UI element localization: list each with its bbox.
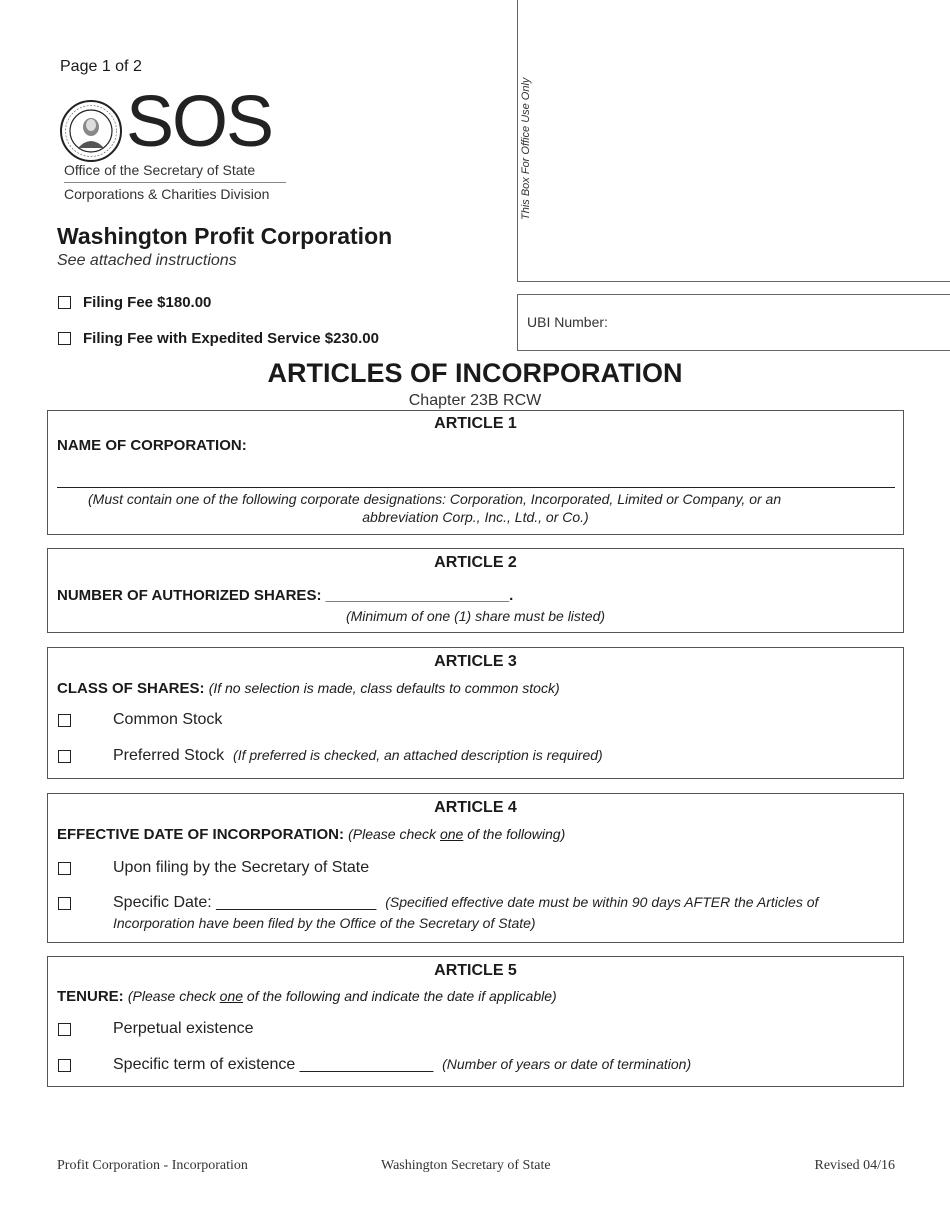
filing-fee-checkbox[interactable] [58,296,71,309]
footer-left: Profit Corporation - Incorporation [57,1158,248,1173]
article-2-box [47,548,904,633]
specific-term-note: (Number of years or date of termination) [442,1056,692,1072]
designation-note-line-1: (Must contain one of the following corporate designations: Corporation, Incorporated, Limited or Company, or an [88,491,782,507]
article-1-heading: ARTICLE 1 [434,415,517,432]
common-stock-checkbox[interactable] [58,714,71,727]
article-4-box [47,793,904,943]
specific-term-checkbox[interactable] [58,1059,71,1072]
common-stock-option [58,711,223,728]
page-title: ARTICLES OF INCORPORATION [267,358,683,388]
filing-fee-label: Filing Fee $180.00 [83,294,212,311]
specific-term-text [113,1056,691,1074]
expedited-fee-checkbox[interactable] [58,332,71,345]
tenure-label [57,988,557,1005]
shares-minimum-note: (Minimum of one (1) share must be listed) [345,608,606,624]
effective-date-label [57,826,565,843]
chapter-reference: Chapter 23B RCW [408,392,542,409]
perpetual-existence-label: Perpetual existence [113,1020,254,1037]
tenure-note: (Please check one of the following and indicate the date if applicable) [127,988,557,1004]
preferred-stock-text [113,747,603,765]
specific-term-field[interactable]: Specific term of existence _______________ [113,1056,434,1073]
article-3-heading: ARTICLE 3 [434,653,517,670]
designation-note-line-2: abbreviation Corp., Inc., Ltd., or Co.) [362,509,589,525]
specific-date-option [58,894,819,911]
authorized-shares-field[interactable]: NUMBER OF AUTHORIZED SHARES: ______________________. [57,587,514,604]
preferred-stock-note: (If preferred is checked, an attached description is required) [233,747,603,763]
logo-divider [64,182,286,183]
instructions-note: See attached instructions [57,252,237,269]
class-of-shares-title: CLASS OF SHARES: [57,680,205,697]
upon-filing-checkbox[interactable] [58,862,71,875]
article-5-box [47,956,904,1087]
specific-date-note: (Specified effective date must be within 90 days AFTER the Articles of [385,894,819,910]
expedited-fee-label: Filing Fee with Expedited Service $230.00 [83,330,379,347]
preferred-stock-option [58,747,603,764]
preferred-stock-checkbox[interactable] [58,750,71,763]
preferred-stock-label: Preferred Stock [113,747,225,764]
article-3-box [47,647,904,779]
office-use-box [517,0,950,282]
sos-logo [60,82,295,205]
tenure-title: TENURE: [57,988,124,1005]
specific-date-note-line-2: Incorporation have been filed by the Office of the Secretary of State) [113,915,536,931]
expedited-fee-option [58,330,379,347]
division-name: Corporations & Charities Division [64,186,270,202]
class-of-shares-note: (If no selection is made, class defaults to common stock) [208,680,560,696]
perpetual-existence-option [58,1020,254,1037]
effective-date-title: EFFECTIVE DATE OF INCORPORATION: [57,826,344,843]
effective-date-note: (Please check one of the following) [348,826,566,842]
footer-right: Revised 04/16 [814,1158,895,1173]
filing-fee-option [58,294,211,311]
specific-date-text [113,894,818,912]
office-name: Office of the Secretary of State [64,162,256,178]
perpetual-existence-checkbox[interactable] [58,1023,71,1036]
footer-center: Washington Secretary of State [381,1158,551,1173]
corporation-name-field[interactable] [57,487,895,488]
specific-term-option [58,1056,692,1073]
corporation-name-label: NAME OF CORPORATION: [57,437,247,454]
class-of-shares-label [57,680,560,697]
ubi-number-label: UBI Number: [527,314,608,330]
upon-filing-label: Upon filing by the Secretary of State [113,859,370,876]
specific-date-field[interactable]: Specific Date: __________________ [113,894,377,911]
sos-logo-text: SOS [126,82,273,162]
page-number: Page 1 of 2 [60,58,142,75]
article-2-heading: ARTICLE 2 [434,554,517,571]
upon-filing-option [58,859,370,876]
office-use-label: This Box For Office Use Only [520,77,532,220]
article-4-heading: ARTICLE 4 [434,799,517,816]
article-5-heading: ARTICLE 5 [434,962,517,979]
specific-date-checkbox[interactable] [58,897,71,910]
common-stock-label: Common Stock [113,711,223,728]
form-title: Washington Profit Corporation [57,223,393,249]
article-1-box [47,410,904,535]
state-seal-icon [60,100,122,162]
